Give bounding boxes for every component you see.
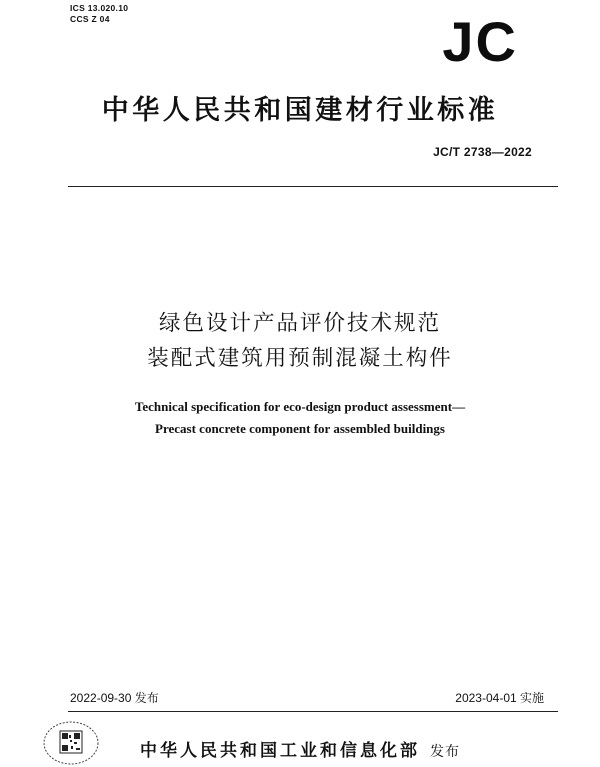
header-divider: [68, 186, 558, 187]
title-en-line2: Precast concrete component for assembled buildings: [155, 421, 445, 436]
classification-codes: [70, 3, 128, 25]
publisher: [0, 736, 600, 761]
title-en-line1: Technical specification for eco-design product assessment—: [134, 399, 466, 414]
title-cn-line1: 绿色设计产品评价技术规范: [158, 311, 441, 336]
publisher-name: 中华人民共和国工业和信息化部: [140, 741, 420, 761]
ics-code: ICS 13.020.10: [70, 3, 129, 13]
implement-date: 2023-04-01 实施: [455, 691, 544, 705]
title-cn-line2: 装配式建筑用预制混凝土构件: [147, 346, 453, 371]
ccs-code: CCS Z 04: [70, 14, 110, 24]
jc-logo: JC: [442, 10, 518, 73]
footer-divider: [68, 711, 558, 712]
issue-date: 2022-09-30 发布: [70, 691, 159, 705]
publisher-suffix: 发布: [430, 744, 460, 760]
standard-category-title: 中华人民共和国建材行业标准: [101, 95, 499, 126]
standard-number: JC/T 2738—2022: [433, 145, 532, 159]
